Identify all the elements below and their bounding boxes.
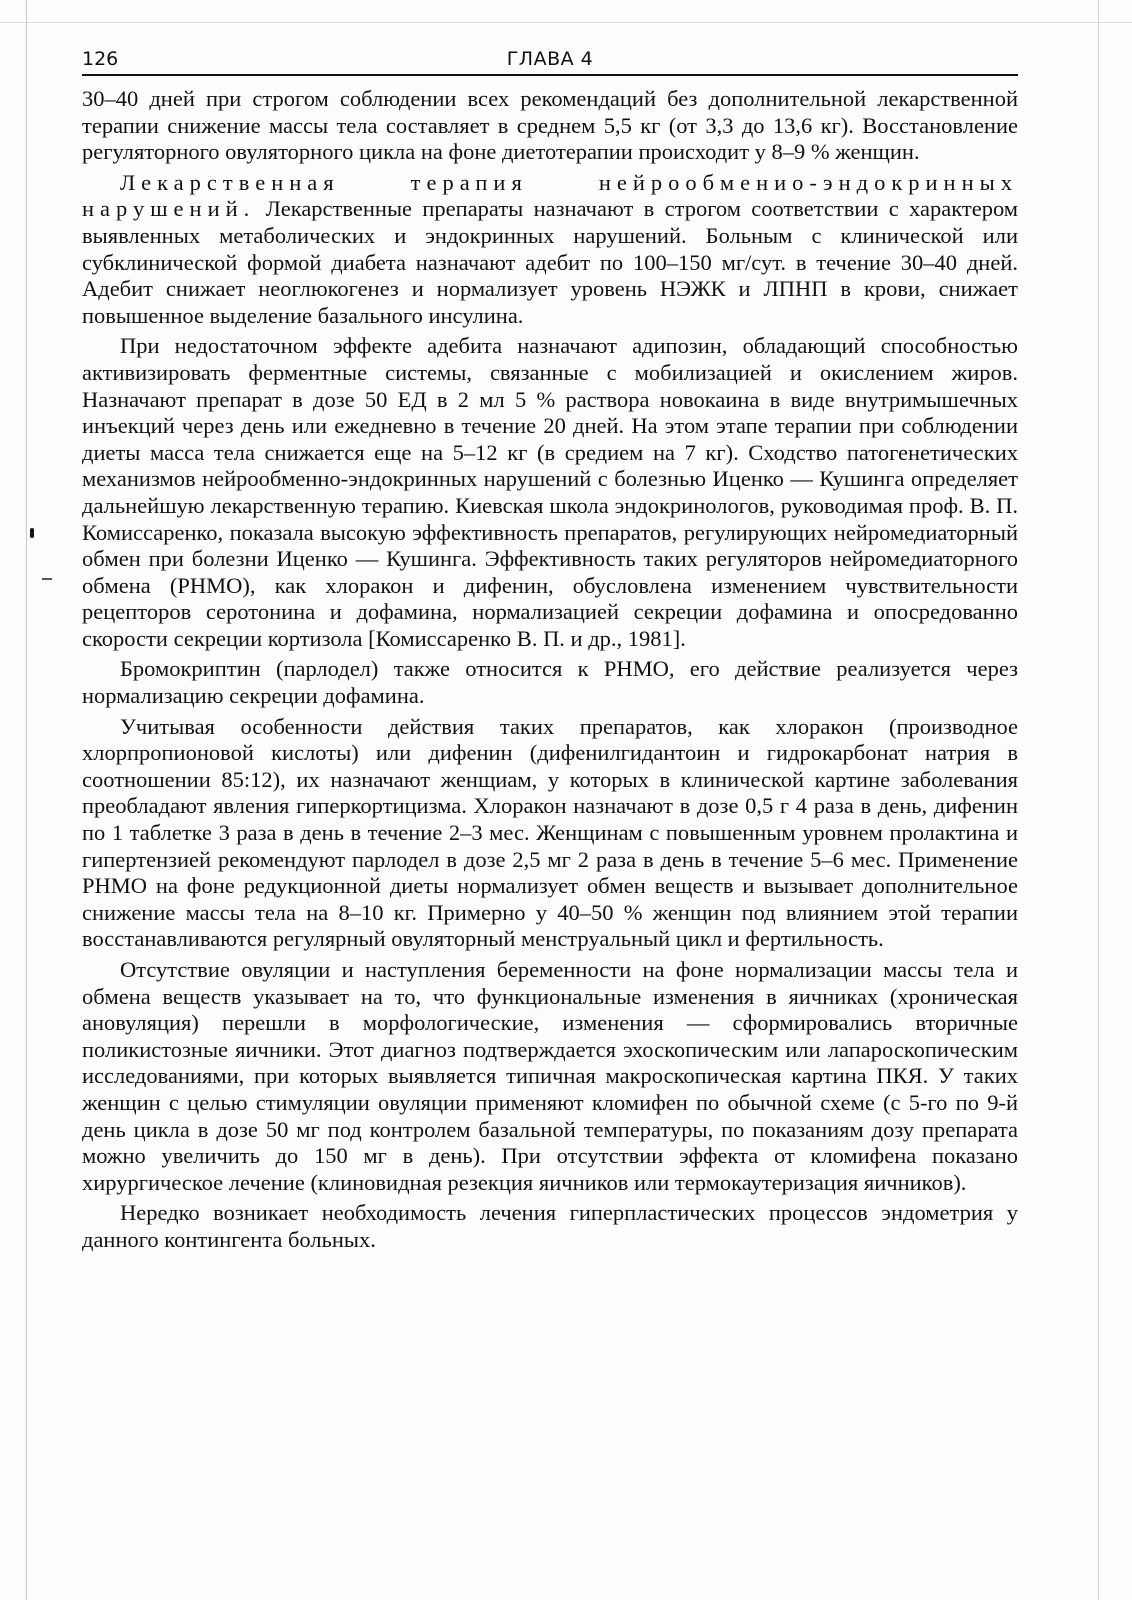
paragraph-6: Отсутствие овуляции и наступления беременности на фоне нормализации массы тела и обмена веществ указывает на то, что функциональные изменения в яичниках (хроническая ановуляция) перешли в морфологические, изменения — сформировались вторичные поликистозные яичники. Этот диагноз подтверждается эхоскопическим или лапароскопическим исследованиями, при которых выявляется типичная макроскопическая картина ПКЯ. У таких женщин с целью стимуляции овуляции применяют кломифен по обычной схеме (с 5-го по 9-й день цикла в дозе 50 мг под контролем базальной температуры, по показаниям дозу препарата можно увеличить до 150 мг в день). При отсутствии эффекта от кломифена показано хирургическое лечение (клиновидная резекция яичников или термокаутеризация яичников). (82, 957, 1018, 1195)
paragraph-2 (82, 170, 1018, 330)
running-header (82, 48, 1018, 76)
scan-edge-left (26, 0, 27, 1600)
section-heading: Лекарственная терапия нейрообменио-эндокринных нарушений. (82, 169, 1018, 222)
paragraph-2-text: Лекарственные препараты назначают в строгом соответствии с характером выявленных метаболических и эндокринных нарушений. Больным с клинической или субклинической формой диабета назначают адебит по 100–150 мг/сут. в течение 30–40 дней. Адебит снижает неоглюкогенез и нормализует уровень НЭЖК и ЛПНП в крови, снижает повышенное выделение базального инсулина. (82, 196, 1019, 328)
page-number: 126 (82, 48, 119, 70)
paragraph-5: Учитывая особенности действия таких препаратов, как хлоракон (производное хлорпропионовой кислоты) или дифенин (дифенилгидантоин и гидрокарбонат натрия в соотношении 85:12), их назначают женщиам, у которых в клинической картине заболевания преобладают явления гиперкортицизма. Хлоракон назначают в дозе 0,5 г 4 раза в день, дифенин по 1 таблетке 3 раза в день в течение 2–3 мес. Женщинам с повышенным уровнем пролактина и гипертензией рекомендуют парлодел в дозе 2,5 мг 2 раза в день в течение 5–6 мес. Применение РНМО на фоне редукционной диеты нормализует обмен веществ и вызывает дополнительное снижение массы тела на 8–10 кг. Примерно у 40–50 % женщин под влиянием этой терапии восстанавливаются регулярный овуляторный менструальный цикл и фертильность. (82, 713, 1018, 952)
chapter-title: ГЛАВА 4 (506, 48, 594, 70)
paragraph-4: Бромокриптин (парлодел) также относится к РНМО, его действие реализуется через нормализацию секреции дофамина. (82, 656, 1018, 709)
paragraph-3: При недостаточном эффекте адебита назначают адипозин, обладающий способностью активизировать ферментные системы, связанные с мобилизацией и окислением жиров. Назначают препарат в дозе 50 ЕД в 2 мл 5 % раствора новокаина в виде внутримышечных инъекций через день или ежедневно в течение 20 дней. На этом этапе терапии при соблюдении диеты масса тела снижается еще на 5–12 кг (в средием на 7 кг). Сходство патогенетических механизмов нейрообменно-эндокринных нарушений с болезнью Иценко — Кушинга определяет дальнейшую лекарственную терапию. Киевская школа эндокринологов, руководимая проф. В. П. Комиссаренко, показала высокую эффективность препаратов, регулирующих нейромедиаторный обмен при болезни Иценко — Кушинга. Эффективность таких регуляторов нейромедиаторного обмена (РНМО), как хлоракон и дифенин, обусловлена изменением чувствительности рецепторов серотонина и дофамина, нормализацией секреции дофамина и опосредованно скорости секреции кортизола [Комиссаренко В. П. и др., 1981]. (82, 333, 1018, 651)
paragraph-7: Нередко возникает необходимость лечения гиперпластических процессов эндометрия у данного контингента больных. (82, 1200, 1018, 1252)
margin-mark (30, 528, 34, 538)
margin-dash (42, 578, 52, 580)
scan-edge-top (0, 22, 1132, 23)
body-text (82, 86, 1018, 1258)
paragraph-1: 30–40 дней при строгом соблюдении всех рекомендаций без дополнительной лекарственной терапии снижение массы тела составляет в среднем 5,5 кг (от 3,3 до 13,6 кг). Восстановление регуляторного овуляторного цикла на фоне диетотерапии происходит у 8–9 % женщин. (82, 86, 1018, 165)
scan-edge-right (1098, 0, 1099, 1600)
